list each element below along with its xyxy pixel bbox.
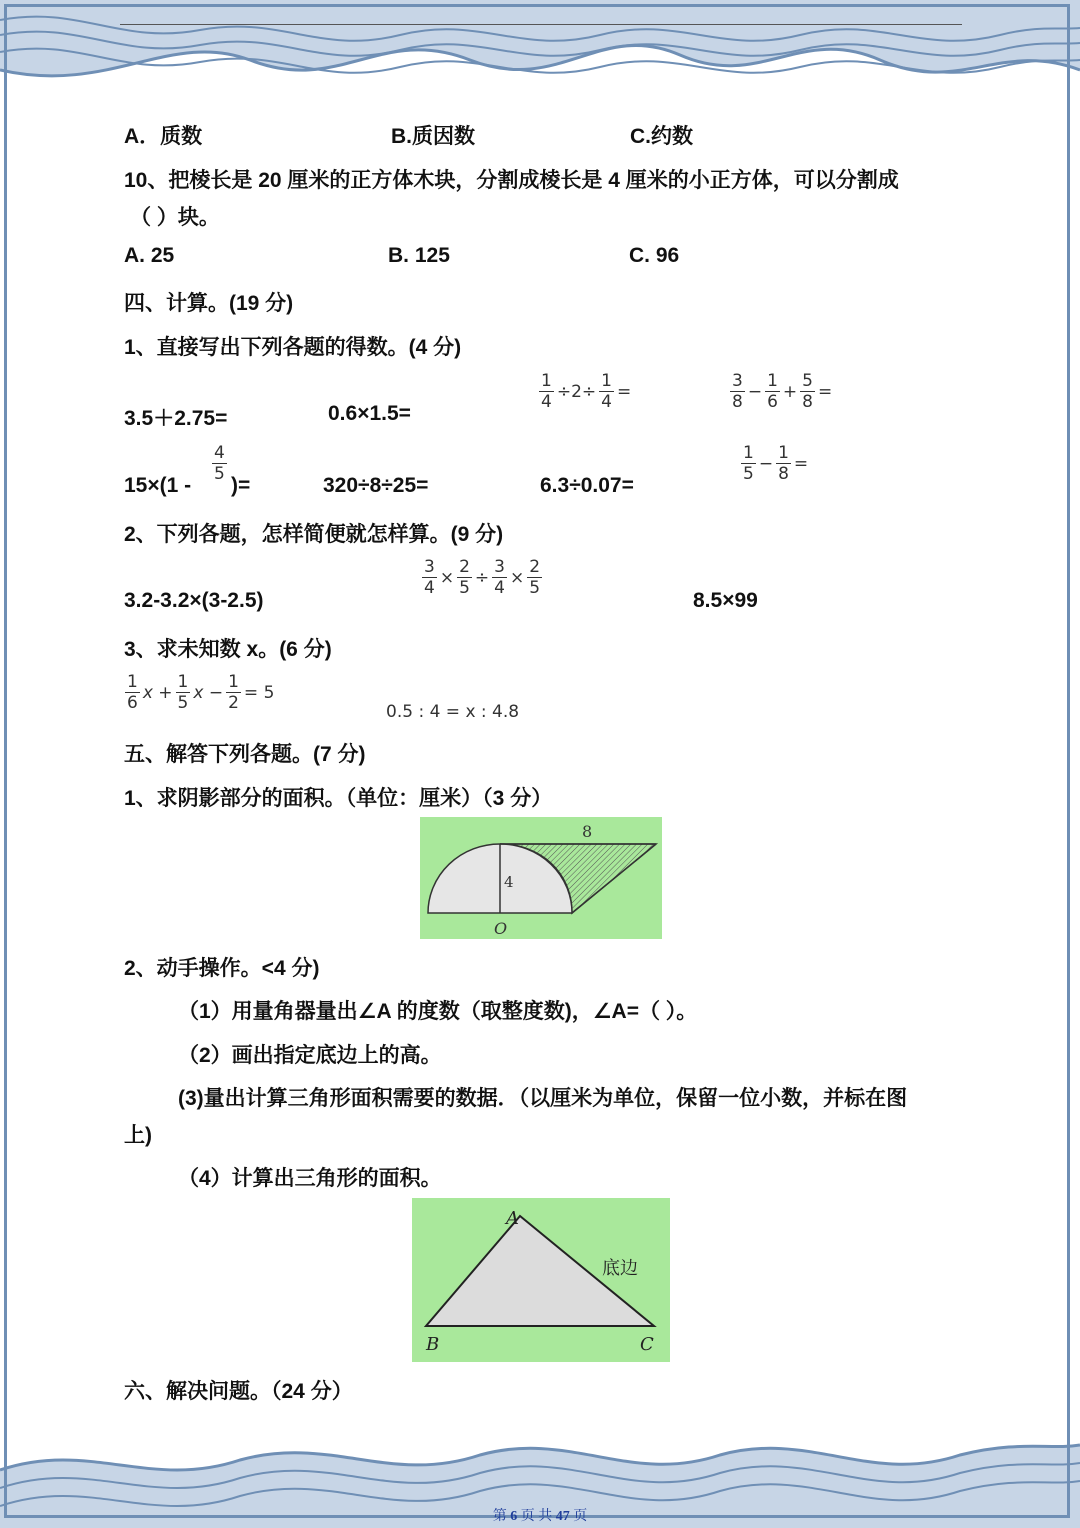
q10-stem-line2: （ ）块。: [130, 206, 220, 229]
simplify-expr-3: 8.5×99: [693, 589, 758, 612]
vertex-b-label: B: [426, 1334, 440, 1355]
equation-1: 1 6 x + $\frac{1}{5}$ x − $\frac{1}{2}$ = 5: [127, 672, 275, 713]
footer-prefix: 第: [492, 1509, 507, 1524]
calc-expr-4: 3 8 − $\frac{1}{6}$ + $\frac{5}{8}$ =: [732, 371, 833, 412]
section6-title: 六、解决问题。（24 分）: [124, 1380, 353, 1403]
header-rule: [120, 24, 962, 25]
step-4: （4）计算出三角形的面积。: [178, 1167, 442, 1190]
q10-option-a: A. 25: [124, 244, 175, 267]
section5-part1-title: 1、求阴影部分的面积。（单位：厘米）（3 分）: [124, 787, 553, 810]
step-1: （1）用量角器量出∠A 的度数（取整度数)，∠A=（ ）。: [178, 1000, 698, 1023]
step-2: （2）画出指定底边上的高。: [178, 1044, 442, 1067]
section4-part3-title: 3、求未知数 x。(6 分): [124, 638, 332, 661]
label-radius: 4: [504, 873, 514, 891]
step-3-line2: 上): [124, 1124, 152, 1147]
calc-expr-5-right: )=: [231, 474, 251, 497]
calc-expr-5-left: 15×(1 -: [124, 474, 192, 497]
section4-part1-title: 1、直接写出下列各题的得数。(4 分): [124, 336, 462, 359]
q9-option-b: B.质因数: [391, 125, 475, 148]
calc-expr-2: 0.6×1.5=: [328, 402, 411, 425]
calc-expr-5-fraction: 4 5: [214, 443, 225, 484]
shaded-area-figure: [420, 817, 662, 939]
q10-option-c: C. 96: [629, 244, 680, 267]
q9-option-c: C.约数: [630, 125, 693, 148]
vertex-a-label: A: [506, 1208, 519, 1229]
top-wave-decoration: [0, 0, 1080, 110]
calc-expr-3: $\frac{1}{4}$ ÷2÷ $\frac{1}{4}$ =: [541, 371, 632, 412]
label-center: O: [494, 919, 508, 938]
section4-part2-title: 2、下列各题，怎样简便就怎样算。(9 分): [124, 523, 504, 546]
vertex-c-label: C: [640, 1334, 654, 1355]
q10-stem-line1: 10、把棱长是 20 厘米的正方体木块，分割成棱长是 4 厘米的小正方体，可以分割成: [124, 169, 899, 192]
triangle-figure: [412, 1198, 670, 1362]
calc-expr-1: 3.5＋2.75=: [124, 407, 228, 430]
footer-total-pages: 47: [555, 1509, 570, 1524]
calc-expr-6: 320÷8÷25=: [323, 474, 429, 497]
step-3-line1: (3)量出计算三角形面积需要的数据．（以厘米为单位，保留一位小数，并标在图: [178, 1087, 908, 1110]
simplify-expr-1: 3.2-3.2×(3-2.5): [124, 589, 264, 612]
section4-title: 四、计算。(19 分): [124, 292, 294, 315]
calc-expr-7: 6.3÷0.07=: [540, 474, 634, 497]
base-side-label: 底边: [602, 1258, 638, 1279]
footer-suffix: 页: [573, 1509, 588, 1524]
q10-option-b: B. 125: [388, 244, 450, 267]
equation-2: 0.5 : 4 = x : 4.8: [386, 702, 520, 722]
section5-title: 五、解答下列各题。(7 分): [124, 743, 366, 766]
label-top: 8: [582, 822, 593, 841]
footer-page-number: 6: [510, 1509, 518, 1524]
simplify-expr-2: $\frac{3}{4}$ × $\frac{2}{5}$ ÷ $\frac{3}{4}$ × $\frac{2}{5}$: [424, 557, 541, 598]
calc-expr-8: 1 5 − $\frac{1}{8}$ =: [743, 443, 809, 484]
page-footer: [0, 1505, 1080, 1525]
section5-part2-title: 2、动手操作。<4 分): [124, 957, 320, 980]
footer-middle: 页 共: [520, 1509, 553, 1524]
q9-option-a: A．质数: [124, 125, 203, 148]
